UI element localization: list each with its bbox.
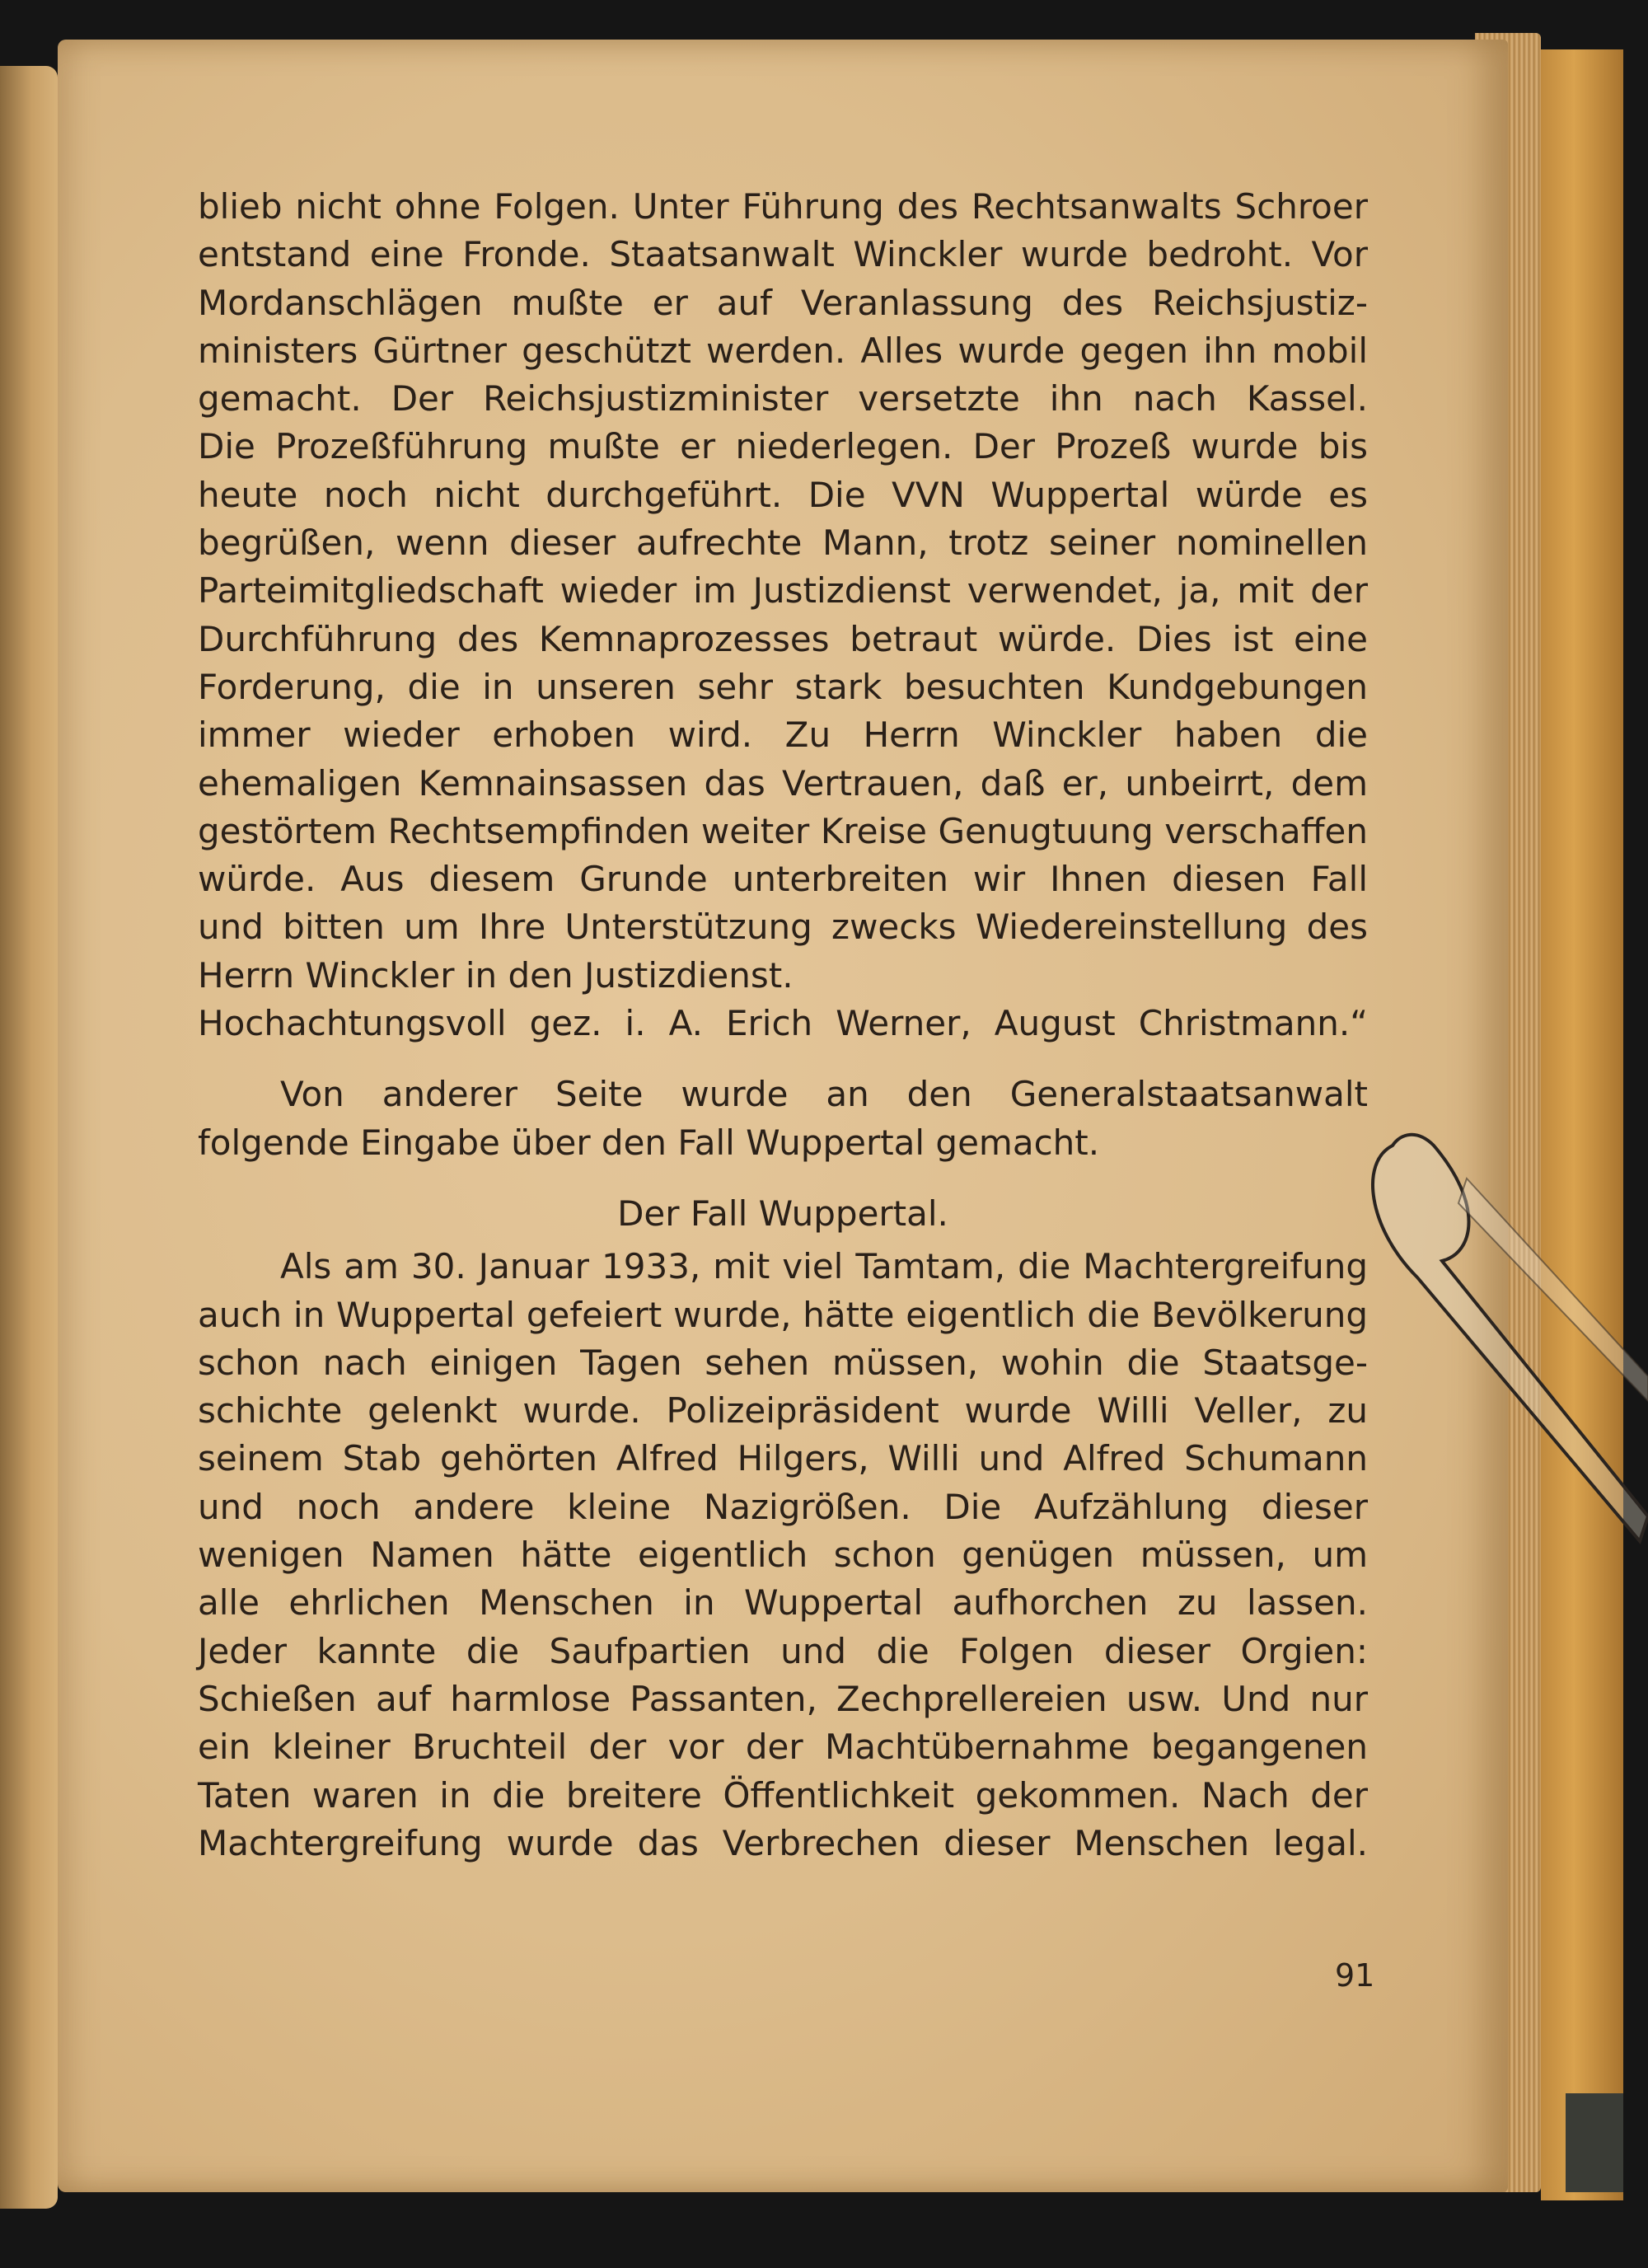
text-line: gemacht. Der Reichsjustizminister versetzte ihn nach Kassel. xyxy=(198,378,1368,419)
text-line: ministers Gürtner geschützt werden. Alles wurde gegen ihn mobil xyxy=(198,330,1368,371)
paragraph-case xyxy=(198,1243,1368,1867)
paragraph-intro xyxy=(198,1071,1368,1167)
text-line: entstand eine Fronde. Staatsanwalt Winckler wurde bedroht. Vor xyxy=(198,234,1368,275)
text-line: Schießen auf harmlose Passanten, Zechprellereien usw. Und nur xyxy=(198,1678,1368,1719)
text-line: Parteimitgliedschaft wieder im Justizdienst verwendet, ja, mit der xyxy=(198,570,1368,612)
text-line: Taten waren in die breitere Öffentlichkeit gekommen. Nach der xyxy=(198,1774,1368,1816)
text-line: heute noch nicht durchgeführt. Die VVN Wuppertal würde es xyxy=(198,474,1368,515)
text-line: gestörtem Rechtsempfinden weiter Kreise Genugtuung verschaffen xyxy=(198,810,1368,851)
text-line: Durchführung des Kemnaprozesses betraut würde. Dies ist eine xyxy=(198,618,1368,659)
left-page-edge xyxy=(0,66,58,2209)
text-line: Von anderer Seite wurde an den Generalstaatsanwalt xyxy=(280,1074,1368,1115)
text-line: Jeder kannte die Saufpartien und die Folgen dieser Orgien: xyxy=(198,1630,1368,1671)
text-line: immer wieder erhoben wird. Zu Herrn Winckler haben die xyxy=(198,715,1368,756)
text-line: Machtergreifung wurde das Verbrechen dieser Menschen legal. xyxy=(198,1822,1368,1863)
text-line: Mordanschlägen mußte er auf Veranlassung des Reichsjustiz- xyxy=(198,282,1368,323)
text-line: schon nach einigen Tagen sehen müssen, wohin die Staatsge- xyxy=(198,1342,1368,1383)
text-line: schichte gelenkt wurde. Polizeipräsident wurde Willi Veller, zu xyxy=(198,1390,1368,1432)
paragraph-gap xyxy=(198,1047,1368,1071)
book-cover-corner xyxy=(1566,2093,1623,2192)
book-cover-edge xyxy=(1541,49,1623,2200)
text-line: ehemaligen Kemnainsassen das Vertrauen, daß er, unbeirrt, dem xyxy=(198,762,1368,804)
paragraph-gap xyxy=(198,1167,1368,1190)
signature-line: Hochachtungsvoll gez. i. A. Erich Werner, August Christmann.“ xyxy=(198,1003,1368,1044)
text-line: auch in Wuppertal gefeiert wurde, hätte eigentlich die Bevölkerung xyxy=(198,1294,1368,1335)
text-line: würde. Aus diesem Grunde unterbreiten wir Ihnen diesen Fall xyxy=(198,859,1368,900)
page-number: 91 xyxy=(1335,1957,1375,1994)
page-text xyxy=(198,183,1368,1867)
text-line: blieb nicht ohne Folgen. Unter Führung des Rechtsanwalts Schroer xyxy=(198,186,1368,227)
text-line: folgende Eingabe über den Fall Wuppertal gemacht. xyxy=(198,1122,1100,1163)
section-heading: Der Fall Wuppertal. xyxy=(617,1193,948,1234)
text-line: seinem Stab gehörten Alfred Hilgers, Willi und Alfred Schumann xyxy=(198,1438,1368,1479)
text-line: Forderung, die in unseren sehr stark besuchten Kundgebungen xyxy=(198,666,1368,707)
text-line: und bitten um Ihre Unterstützung zwecks Wiedereinstellung des xyxy=(198,907,1368,948)
paragraph-letter-ending xyxy=(198,183,1368,1000)
text-line: Herrn Winckler in den Justizdienst. xyxy=(198,954,794,996)
text-line: ein kleiner Bruchteil der vor der Machtübernahme begangenen xyxy=(198,1727,1368,1768)
text-line: und noch andere kleine Nazigrößen. Die Aufzählung dieser xyxy=(198,1486,1368,1527)
text-line: begrüßen, wenn dieser aufrechte Mann, trotz seiner nominellen xyxy=(198,522,1368,564)
text-line: Die Prozeßführung mußte er niederlegen. Der Prozeß wurde bis xyxy=(198,426,1368,467)
text-line: wenigen Namen hätte eigentlich schon genügen müssen, um xyxy=(198,1535,1368,1576)
text-line: Als am 30. Januar 1933, mit viel Tamtam, die Machtergreifung xyxy=(280,1246,1368,1287)
text-line: alle ehrlichen Menschen in Wuppertal aufhorchen zu lassen. xyxy=(198,1582,1368,1624)
